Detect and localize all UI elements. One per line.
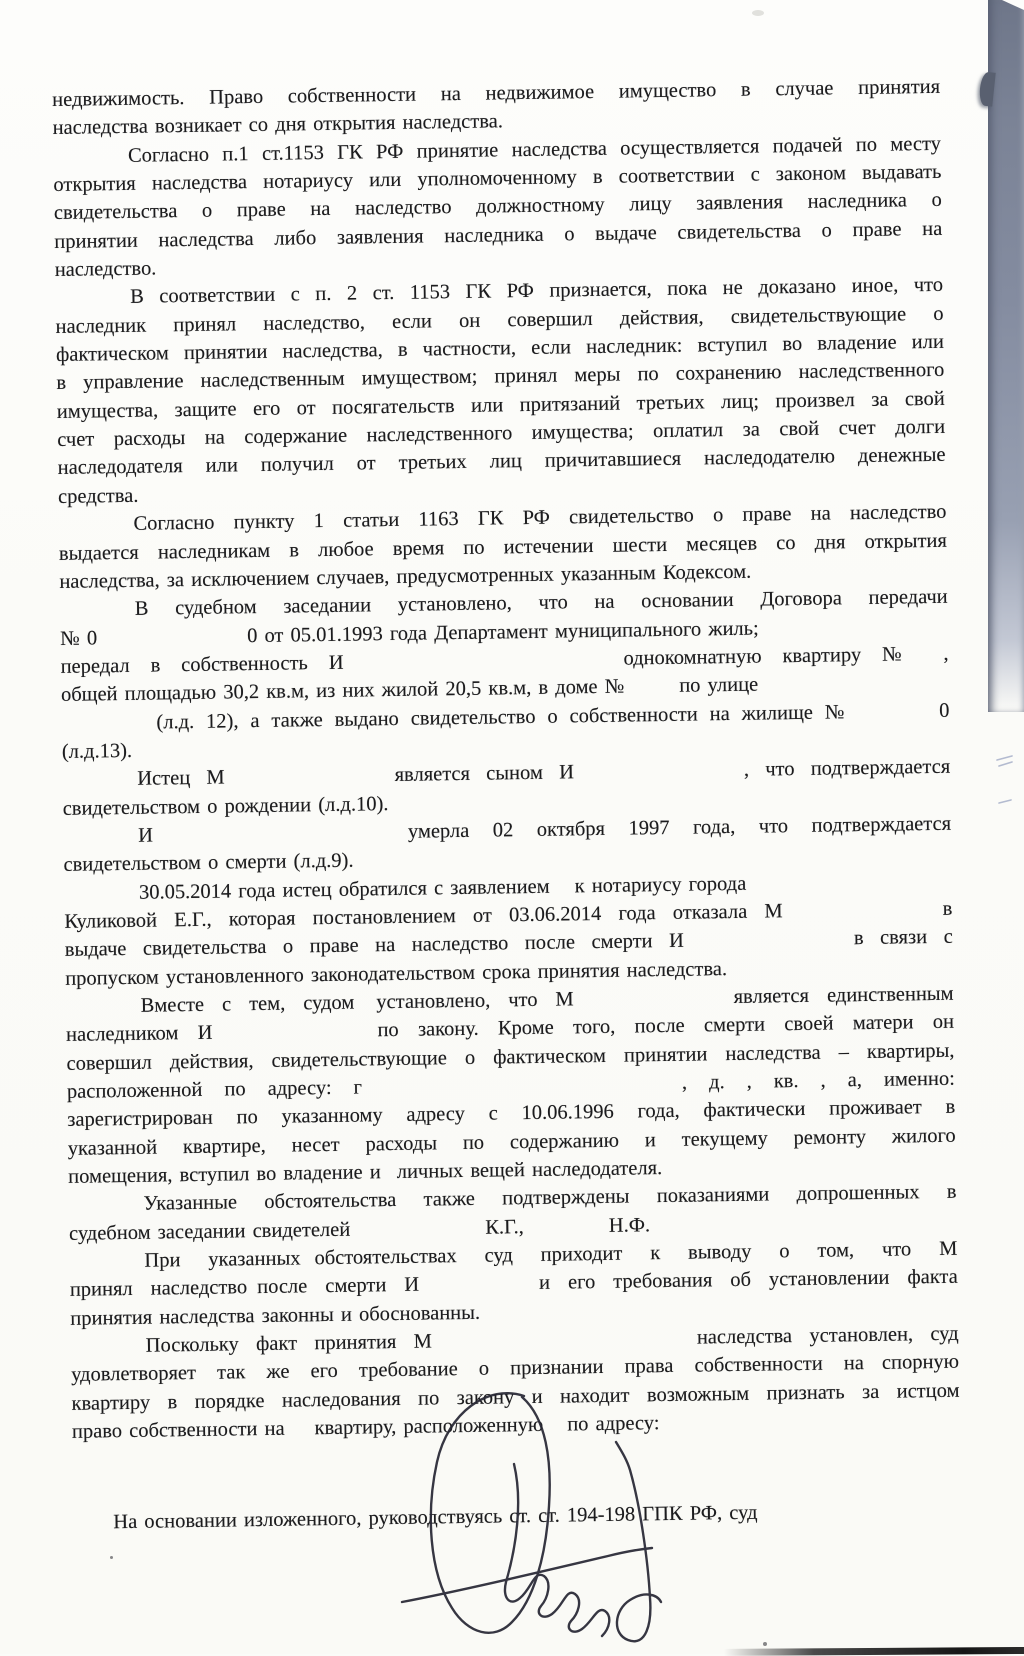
text-line: наследство. — [54, 257, 157, 282]
redacted-gap — [285, 1432, 315, 1434]
text-line: Куликовой Е.Г., которая постановлением от 03.06.2014 года отказала М в — [64, 897, 953, 933]
text-line: удовлетворяет так же его требование о признании права собственности на спорную — [70, 1351, 960, 1387]
text-line: свидетельством о смерти (л.д.9). — [63, 849, 354, 877]
text-line: Согласно пункту 1 статьи 1163 ГК РФ свидетельство о праве на наследство — [133, 500, 947, 535]
text-line: наследства возникает со дня открытия наследства. — [52, 110, 504, 140]
text-line: фактическом принятии наследства, в частности, если наследник: вступил во владение или — [55, 330, 945, 367]
text-line: зарегистрирован по указанному адресу с 10.06.1996 года, фактически проживает в — [67, 1096, 956, 1132]
scan-dot — [763, 1642, 767, 1646]
text-line: право собственности на квартиру, расположенную по адресу: — [71, 1412, 660, 1444]
text-line: выдается наследникам в любое время по истечении шести месяцев со дня открытия — [58, 529, 948, 565]
scan-dot — [110, 1556, 113, 1559]
redacted-gap — [550, 890, 575, 892]
redacted-gap — [225, 779, 395, 784]
text-line: имущества, защите его от посягательств или притязаний третьих лиц; произвел за свой — [56, 387, 945, 423]
text-line: средства. — [57, 484, 139, 508]
text-line: передал в собственность И однокомнатную квартиру № , — [60, 642, 949, 678]
redacted-gap — [419, 1287, 539, 1291]
redacted-gap — [915, 658, 943, 660]
text-line: принятии наследства либо заявления наследника о выдаче свидетельства о праве на — [54, 217, 943, 253]
text-line: совершил действия, свидетельствующие о фактическом принятии наследства – квартиры, — [66, 1039, 955, 1075]
text-line: Истец М является сыном И , что подтверждается — [137, 756, 951, 791]
redacted-gap — [624, 690, 679, 693]
text-line: В судебном заседании установлено, что на основании Договора передачи — [134, 585, 948, 621]
redacted-gap — [213, 1035, 378, 1039]
text-line: помещения, вступил во владение и личных вещей наследодателя. — [68, 1157, 663, 1188]
text-line: в управление наследственным имуществом; принял меры по сохранению наследственного — [56, 359, 945, 395]
text-line: 30.05.2014 года истец обратился с заявлением к нотариусу города — [138, 872, 747, 904]
redacted-gap — [524, 1230, 609, 1233]
text-line: При указанных обстоятельствах суд приходит к выводу о том, что М — [144, 1237, 958, 1272]
text-line: свидетельства о праве на наследство должностному лицу заявления наследника о — [53, 189, 942, 225]
redacted-gap — [362, 1087, 682, 1094]
text-line: открытия наследства нотариусу или уполномоченному в соответствии с законом выдавать — [53, 160, 942, 197]
text-line: Указанные обстоятельства также подтверждены показаниями допрошенных в — [143, 1181, 957, 1216]
text-line: (л.д.13). — [61, 739, 133, 763]
redacted-gap — [574, 774, 744, 779]
text-line: выдаче свидетельства о праве на наследство после смерти И в связи с — [64, 926, 953, 962]
text-line: Вместе с тем, судом установлено, что М является единственным — [140, 982, 954, 1017]
document-text — [52, 73, 961, 1537]
scan-bottom-edge — [724, 1647, 1024, 1656]
text-line: счет расходы на содержание наследственного имущества; оплатил за свой счет долги — [57, 415, 946, 452]
text-line: Поскольку факт принятия М наследства установлен, суд — [145, 1322, 959, 1357]
text-line: квартиру в порядке наследования по закону и находит возможным признать за истцом — [71, 1379, 960, 1415]
redacted-gap — [97, 640, 247, 644]
text-line: № 0 0 от 05.01.1993 года Департамент муниципального жиль; — [60, 617, 759, 650]
text-line: расположенной по адресу: г , д. , кв. , а, именно: — [66, 1067, 955, 1103]
text-line: На основании изложенного, руководствуясь ст. ст. 194-198 ГПК РФ, суд — [113, 1501, 758, 1533]
redacted-gap — [344, 662, 624, 668]
text-line: наследник принял наследство, если он совершил действия, свидетельствующие о — [55, 302, 944, 338]
text-line: В соответствии с п. 2 ст. 1153 ГК РФ признается, пока не доказано иное, что — [129, 274, 944, 309]
text-line: И умерла 02 октября 1997 года, что подтверждается — [137, 812, 952, 847]
redacted-gap — [543, 1429, 567, 1431]
text-line: общей площадью 30,2 кв.м, из них жилой 20,5 кв.м, в доме № по улице — [60, 673, 759, 707]
redacted-gap — [684, 943, 854, 948]
redacted-gap — [381, 1176, 397, 1178]
redacted-gap — [574, 1001, 734, 1005]
redacted-gap — [783, 913, 943, 917]
redacted-gap — [864, 1367, 882, 1369]
redacted-gap — [301, 1262, 315, 1264]
text-line: принятия наследства законны и обоснованны. — [70, 1301, 481, 1330]
text-line: наследодателя или получил от третьих лиц причитавшиеся наследодателю денежные — [57, 444, 946, 480]
text-line: (л.д. 12), а также выдано свидетельство о собственности на жилище № 0 — [156, 699, 950, 734]
text-line: наследства, за исключением случаев, предусмотренных указанным Кодексом. — [59, 560, 752, 593]
redacted-gap — [350, 1231, 485, 1235]
text-line: указанной квартире, несет расходы по содержанию и текущему ремонту жилого — [67, 1124, 956, 1160]
text-line: свидетельством о рождении (л.д.10). — [62, 792, 389, 820]
redacted-gap — [247, 1292, 257, 1294]
redacted-gap — [153, 836, 408, 842]
redacted-gap — [849, 714, 939, 717]
text-line: Согласно п.1 ст.1153 ГК РФ принятие наследства осуществляется подачей по месту — [127, 132, 942, 167]
text-line: пропуском установленного законодательством срока принятия наследства. — [65, 957, 728, 990]
scan-edge-shadow — [988, 0, 1024, 712]
text-line: недвижимость. Право собственности на недвижимое имущество в случае принятия — [52, 75, 941, 111]
scan-corner-notch — [1002, 0, 1024, 10]
redacted-gap — [354, 1006, 376, 1008]
text-line: наследником И по закону. Кроме того, после смерти своей матери он — [65, 1011, 955, 1047]
scan-smudge — [752, 10, 764, 16]
redacted-gap — [432, 1342, 697, 1348]
text-line: принял наследство после смерти И и его требования об установлении факта — [69, 1266, 958, 1302]
text-line: судебном заседании свидетелей К.Г., Н.Ф. — [68, 1214, 651, 1245]
